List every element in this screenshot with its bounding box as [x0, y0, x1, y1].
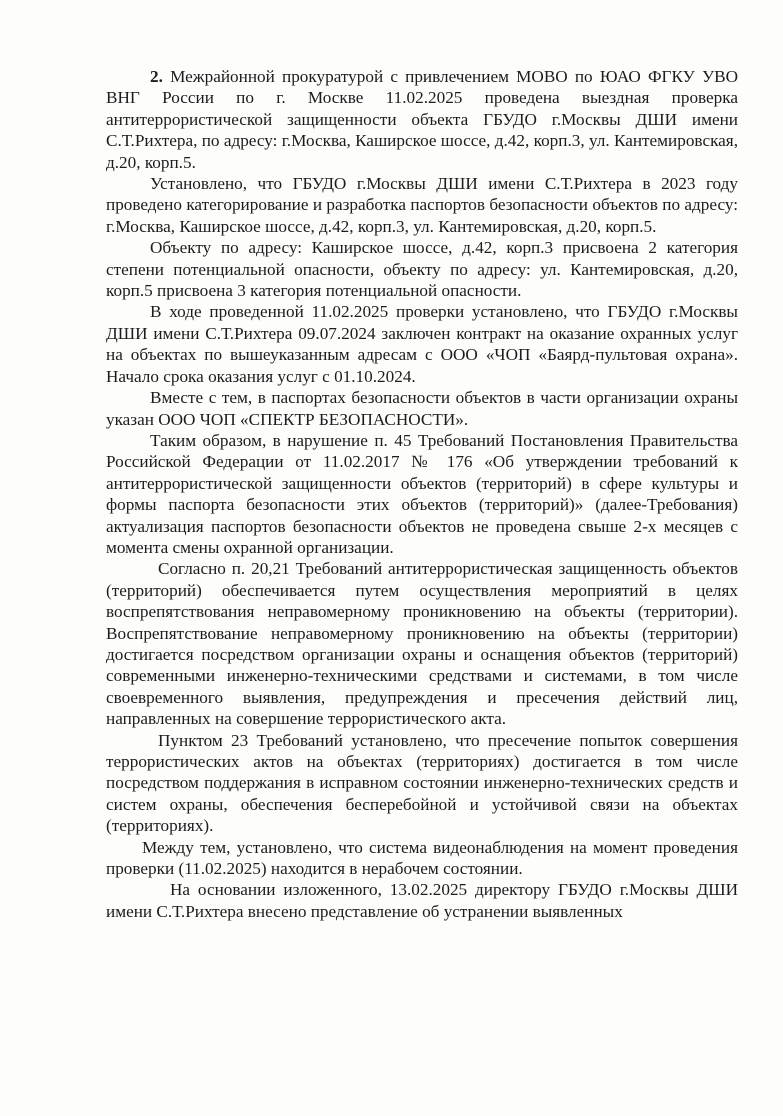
document-body: [106, 66, 738, 922]
paragraph-1: [106, 66, 738, 173]
paragraph-5: Вместе с тем, в паспортах безопасности объектов в части организации охраны указан ООО ЧОП «СПЕКТР БЕЗОПАСНОСТИ».: [106, 388, 738, 429]
paragraph-4: В ходе проведенной 11.02.2025 проверки установлено, что ГБУДО г.Москвы ДШИ имени С.Т.Рихтера 09.07.2024 заключен контракт на оказание охранных услуг на объектах по вышеуказанным адресам с ООО «ЧОП «Баярд-пультовая охрана». Начало срока оказания услуг с 01.10.2024.: [106, 302, 738, 386]
paragraph-8: Пунктом 23 Требований установлено, что пресечение попыток совершения террористических актов на объектах (территориях) достигается в том числе посредством поддержания в исправном состоянии инженерно-технических средств и систем охраны, обеспечения бесперебойной и устойчивой связи на объектах (территориях).: [106, 730, 738, 836]
item-number: 2.: [150, 67, 163, 86]
paragraph-9: Между тем, установлено, что система видеонаблюдения на момент проведения проверки (11.02.2025) находится в нерабочем состоянии.: [106, 837, 738, 879]
paragraph-7: Согласно п. 20,21 Требований антитеррористическая защищенность объектов (территорий) обеспечивается путем осуществления мероприятий в целях воспрепятствования неправомерному проникновению на объекты (территории). Воспрепятствование неправомерному проникновению на объекты (территории) достигается посредством организации охраны и оснащения объектов (территорий) современными инженерно-техническими средствами и системами, в том числе своевременного выявления, предупреждения и пресечения действий лиц, направленных на совершение террористического акта.: [106, 559, 738, 729]
paragraph-1-text: Межрайонной прокуратурой с привлечением МОВО по ЮАО ФГКУ УВО ВНГ России по г. Москве 11.02.2025 проведена выездная проверка антитеррористической защищенности объекта ГБУДО г.Москвы ДШИ имени С.Т.Рихтера, по адресу: г.Москва, Каширское шоссе, д.42, корп.3, ул. Кантемировская, д.20, корп.5.: [106, 67, 739, 172]
paragraph-2: Установлено, что ГБУДО г.Москвы ДШИ имени С.Т.Рихтера в 2023 году проведено категорирование и разработка паспортов безопасности объектов по адресу: г.Москва, Каширское шоссе, д.42, корп.3, ул. Кантемировская, д.20, корп.5.: [106, 174, 738, 236]
paragraph-3: Объекту по адресу: Каширское шоссе, д.42, корп.3 присвоена 2 категория степени потенциальной опасности, объекту по адресу: ул. Кантемировская, д.20, корп.5 присвоена 3 категория потенциальной опасности.: [106, 238, 738, 301]
paragraph-6: Таким образом, в нарушение п. 45 Требований Постановления Правительства Российской Федерации от 11.02.2017 № 176 «Об утверждении требований к антитеррористической защищенности объектов (территорий) в сфере культуры и формы паспорта безопасности этих объектов (территорий)» (далее-Требования) актуализация паспортов безопасности объектов не проведена свыше 2-х месяцев с момента смены охранной организации.: [106, 430, 738, 557]
paragraph-10: На основании изложенного, 13.02.2025 директору ГБУДО г.Москвы ДШИ имени С.Т.Рихтера внесено представление об устранении выявленных: [106, 880, 738, 921]
